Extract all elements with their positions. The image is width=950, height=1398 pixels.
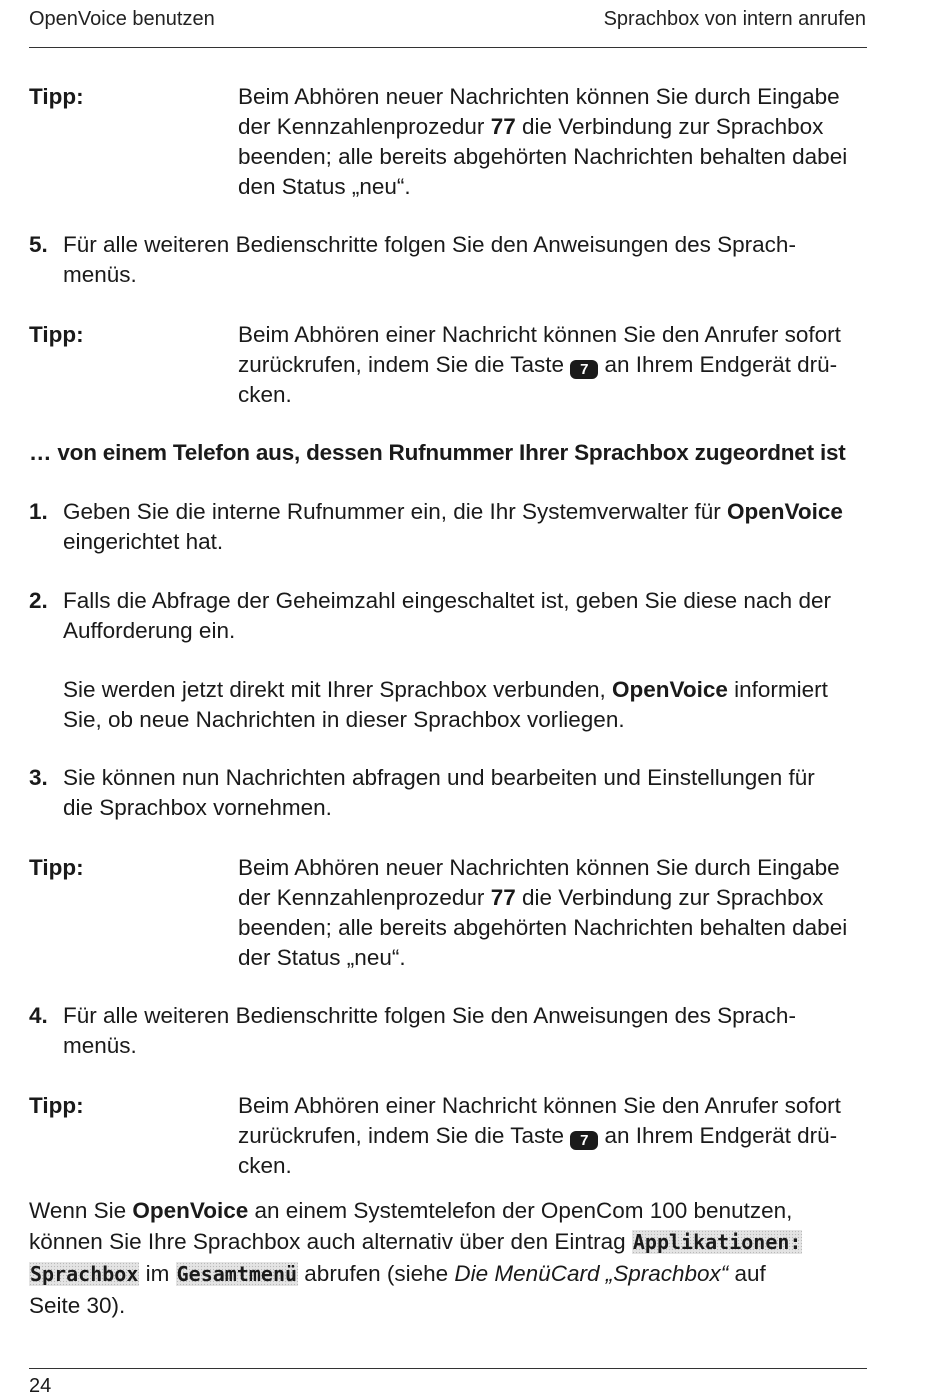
step-text: Falls die Abfrage der Geheimzahl eingeschaltet ist, geben Sie diese nach der Aufforderung ein. xyxy=(63,588,831,643)
step-text: Geben Sie die interne Rufnummer ein, die Ihr Systemverwalter für OpenVoice eingerichtet hat. xyxy=(63,499,843,554)
tip-line: Beim Abhören einer Nachricht können Sie den Anrufer sofort xyxy=(238,322,841,347)
tip-line: den Status „neu“. xyxy=(238,174,411,199)
menu-entry-code: Applikationen: xyxy=(632,1230,802,1254)
tip-text xyxy=(238,82,868,202)
product-name: OpenVoice xyxy=(727,499,843,524)
tip-line: der Kennzahlenprozedur 77 die Verbindung zur Sprachbox xyxy=(238,885,824,910)
step-number: 3. xyxy=(29,765,48,790)
tip-line: zurückrufen, indem Sie die Taste 7 an Ihrem Endgerät drü- xyxy=(238,1123,838,1149)
tip-line: beenden; alle bereits abgehörten Nachrichten behalten dabei xyxy=(238,144,848,169)
step-text: Für alle weiteren Bedienschritte folgen Sie den Anweisungen des Sprach- menüs. xyxy=(63,232,796,287)
step-number: 1. xyxy=(29,499,48,524)
running-header-right: Sprachbox von intern anrufen xyxy=(603,8,866,30)
section-subheading: … von einem Telefon aus, dessen Rufnummer Ihrer Sprachbox zugeordnet ist xyxy=(29,440,846,465)
tip-line: Beim Abhören neuer Nachrichten können Sie durch Eingabe xyxy=(238,855,840,880)
tip-text xyxy=(238,853,868,973)
code-number: 77 xyxy=(490,885,516,910)
step-text: Für alle weiteren Bedienschritte folgen Sie den Anweisungen des Sprach- menüs. xyxy=(63,1003,796,1058)
product-name: OpenVoice xyxy=(132,1198,249,1223)
footer-rule xyxy=(29,1368,867,1369)
closing-paragraph: Wenn Sie OpenVoice an einem Systemtelefon der OpenCom 100 benutzen, können Sie Ihre Sprachbox auch alternativ über den Eintrag Applikationen: Sprachbox im Gesamtmenü abrufen (siehe Die MenüCard „Sprachbox“ auf Seite 30). xyxy=(29,1198,802,1318)
tip-text xyxy=(238,1091,868,1181)
code-number: 77 xyxy=(490,114,516,139)
key-7-icon: 7 xyxy=(570,360,598,379)
key-7-icon: 7 xyxy=(570,1131,598,1150)
step-number: 5. xyxy=(29,232,48,257)
menu-entry-code: Gesamtmenü xyxy=(176,1262,298,1286)
reference-title: Die MenüCard „Sprachbox“ xyxy=(454,1261,729,1286)
step-number: 4. xyxy=(29,1003,48,1028)
header-rule xyxy=(29,47,867,48)
step-paragraph: Sie werden jetzt direkt mit Ihrer Sprachbox verbunden, OpenVoice informiert Sie, ob neue Nachrichten in dieser Sprachbox vorliegen. xyxy=(63,677,828,732)
tip-line: beenden; alle bereits abgehörten Nachrichten behalten dabei xyxy=(238,915,848,940)
tip-line: cken. xyxy=(238,382,292,407)
step-number: 2. xyxy=(29,588,48,613)
tip-line: Beim Abhören einer Nachricht können Sie den Anrufer sofort xyxy=(238,1093,841,1118)
tip-line: Beim Abhören neuer Nachrichten können Sie durch Eingabe xyxy=(238,84,840,109)
page-number: 24 xyxy=(29,1375,52,1397)
step-text: Sie können nun Nachrichten abfragen und bearbeiten und Einstellungen für die Sprachbox vornehmen. xyxy=(63,765,815,820)
tip-line: zurückrufen, indem Sie die Taste 7 an Ihrem Endgerät drü- xyxy=(238,352,838,378)
tip-text xyxy=(238,320,868,410)
tip-line: cken. xyxy=(238,1153,292,1178)
tip-label: Tipp: xyxy=(29,855,84,880)
menu-entry-code: Sprachbox xyxy=(30,1262,139,1286)
tip-label: Tipp: xyxy=(29,84,84,109)
tip-line: der Status „neu“. xyxy=(238,945,406,970)
tip-label: Tipp: xyxy=(29,1093,84,1118)
tip-label: Tipp: xyxy=(29,322,84,347)
tip-line: der Kennzahlenprozedur 77 die Verbindung zur Sprachbox xyxy=(238,114,824,139)
running-header-left: OpenVoice benutzen xyxy=(29,8,215,30)
product-name: OpenVoice xyxy=(612,677,728,702)
